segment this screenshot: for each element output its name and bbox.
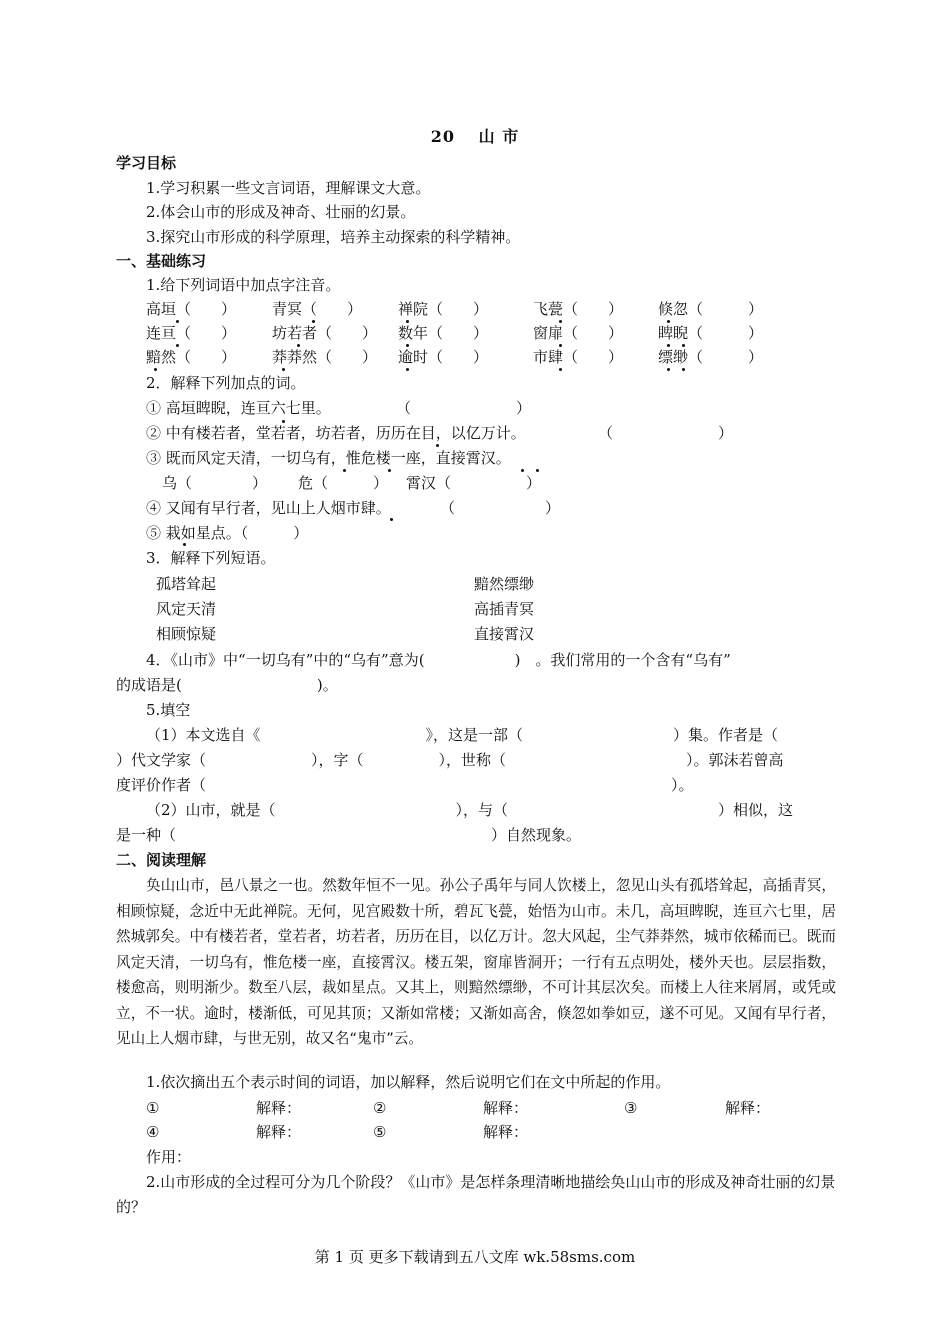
page-footer: 第 1 页 更多下载请到五八文库 wk.58sms.com xyxy=(314,1248,636,1266)
emphasis-dot xyxy=(176,344,179,347)
goals-heading: 学习目标 xyxy=(116,154,177,172)
explain-label: 解释： xyxy=(483,1099,529,1117)
q5-line: （2）山市，就是（ ），与（ ）相似，这 xyxy=(146,801,794,819)
emphasis-dot xyxy=(282,420,285,423)
answer-blank: （ ） xyxy=(598,424,734,442)
answer-mark: ① xyxy=(146,1099,160,1117)
goal-item: 2.体会山市的形成及神奇、壮丽的幻景。 xyxy=(146,203,416,221)
reading-passage: 奂山山市，邑八景之一也。然数年恒不一见。孙公子禹年与同人饮楼上，忽见山头有孤塔耸起，高插青冥，相顾惊疑，念近中无此禅院。无何，见宫殿数十所，碧瓦飞甍，始悟为山市。未几，高垣睥睨，连亘六七里，居然城郭矣。中有楼若者，堂若者，坊若者，历历在目，以亿万计。忽大风起，尘气莽莽然，城市依稀而已。既而风定天清，一切乌有，惟危楼一座，直接霄汉。楼五架，窗扉皆洞开；一行有五点明处，楼外天也。层层指数，楼愈高，则明渐少。数至八层，裁如星点。又其上，则黯然缥缈，不可计其层次矣。而楼上人往来屑屑，或凭或立，不一状。逾时，楼渐低，可见其顶；又渐如常楼；又渐如高舍，倏忽如拳如豆，遂不可见。又闻有早行者，见山上人烟市肆，与世无别，故又名“鬼市”云。 xyxy=(116,877,836,1047)
q4-line: 的成语是( )。 xyxy=(116,676,338,694)
q2-item: ① 高垣睥睨，连亘六七里。 xyxy=(146,399,331,417)
pinyin-cell: 飞甍（ ） xyxy=(533,300,624,318)
answer-mark: ④ xyxy=(146,1123,160,1141)
explain-label: 解释： xyxy=(483,1123,529,1141)
goal-item: 1.学习积累一些文言词语，理解课文大意。 xyxy=(146,179,431,197)
emphasis-dot xyxy=(176,320,179,323)
answer-blank: （ ） xyxy=(440,499,561,517)
explain-label: 解释： xyxy=(256,1099,302,1117)
emphasis-dot xyxy=(282,368,285,371)
answer-blank: 危（ ） xyxy=(298,474,389,492)
pinyin-cell: 逾时（ ） xyxy=(398,348,489,366)
emphasis-dot xyxy=(343,469,346,472)
q2-item: ③ 既而风定天清，一切乌有，惟危楼一座，直接霄汉。 xyxy=(146,449,511,467)
phrase-item: 高插青冥 xyxy=(474,600,535,618)
emphasis-dot xyxy=(559,344,562,347)
emphasis-dot xyxy=(667,368,670,371)
answer-blank: 霄汉（ ） xyxy=(406,474,542,492)
emphasis-dot xyxy=(521,469,524,472)
emphasis-dot xyxy=(559,368,562,371)
pinyin-cell: 睥睨（ ） xyxy=(658,324,764,342)
q3-prompt: 3．解释下列短语。 xyxy=(146,549,276,567)
q5-prompt: 5.填空 xyxy=(146,701,191,719)
reading-q2: 2.山市形成的全过程可分为几个阶段？《山市》是怎样条理清晰地描绘奂山山市的形成及神奇壮丽的幻景的？ xyxy=(116,1173,836,1216)
q1-prompt: 1.给下列词语中加点字注音。 xyxy=(146,276,341,294)
answer-mark: ③ xyxy=(624,1099,638,1117)
answer-mark: ② xyxy=(373,1099,387,1117)
pinyin-cell: 连亘（ ） xyxy=(146,324,237,342)
explain-label: 解释： xyxy=(725,1099,771,1117)
pinyin-cell: 缥缈（ ） xyxy=(658,348,764,366)
phrase-item: 孤塔耸起 xyxy=(156,575,217,593)
emphasis-dot xyxy=(406,344,409,347)
effect-label: 作用： xyxy=(146,1148,192,1166)
q2-item: ② 中有楼若者，堂若者，坊若者，历历在目，以亿万计。 xyxy=(146,424,526,442)
pinyin-cell: 莽莽然（ ） xyxy=(272,348,378,366)
phrase-item: 黯然缥缈 xyxy=(474,575,535,593)
emphasis-dot xyxy=(154,368,157,371)
reading-q1-prompt: 1.依次摘出五个表示时间的词语，加以解释，然后说明它们在文中所起的作用。 xyxy=(146,1073,671,1091)
emphasis-dot xyxy=(312,320,315,323)
answer-mark: ⑤ xyxy=(373,1123,387,1141)
emphasis-dot xyxy=(667,344,670,347)
q2-item: ④ 又闻有早行者，见山上人烟市肆。 xyxy=(146,499,391,517)
goal-item: 3.探究山市形成的科学原理，培养主动探索的科学精神。 xyxy=(146,228,521,246)
pinyin-cell: 倏忽（ ） xyxy=(658,300,764,318)
q2-prompt: 2．解释下列加点的词。 xyxy=(146,374,306,392)
pinyin-cell: 青冥（ ） xyxy=(272,300,363,318)
pinyin-cell: 禅院（ ） xyxy=(398,300,489,318)
explain-label: 解释： xyxy=(256,1123,302,1141)
emphasis-dot xyxy=(682,368,685,371)
page-title: 20 山 市 xyxy=(430,127,520,146)
phrase-item: 直接霄汉 xyxy=(474,625,535,643)
emphasis-dot xyxy=(667,320,670,323)
phrase-item: 风定天清 xyxy=(156,600,217,618)
emphasis-dot xyxy=(436,444,439,447)
section2-heading: 二、阅读理解 xyxy=(116,851,207,869)
q5-line: （1）本文选自《 》，这是一部（ ）集。作者是（ xyxy=(146,726,779,744)
answer-blank: 乌（ ） xyxy=(162,474,268,492)
pinyin-cell: 坊若者（ ） xyxy=(272,324,378,342)
q4-line: 4．《山市》中“一切乌有”中的“乌有”意为( ) 。我们常用的一个含有“乌有” xyxy=(146,651,731,669)
phrase-item: 相顾惊疑 xyxy=(156,625,217,643)
emphasis-dot xyxy=(297,344,300,347)
emphasis-dot xyxy=(559,320,562,323)
q2-item: ⑤ 栽如星点。（ ） xyxy=(146,524,309,542)
emphasis-dot xyxy=(183,543,186,546)
emphasis-dot xyxy=(536,469,539,472)
emphasis-dot xyxy=(390,518,393,521)
pinyin-cell: 数年（ ） xyxy=(398,324,489,342)
section1-heading: 一、基础练习 xyxy=(116,252,207,270)
emphasis-dot xyxy=(682,344,685,347)
emphasis-dot xyxy=(388,469,391,472)
q5-line: ）代文学家（ ），字（ ），世称（ ）。郭沫若曾高 xyxy=(116,751,784,769)
q5-line: 度评价作者（ ）。 xyxy=(116,776,694,794)
answer-blank: （ ） xyxy=(396,399,532,417)
emphasis-dot xyxy=(406,320,409,323)
pinyin-cell: 高垣（ ） xyxy=(146,300,237,318)
pinyin-cell: 黯然（ ） xyxy=(146,348,237,366)
pinyin-cell: 市肆（ ） xyxy=(533,348,624,366)
emphasis-dot xyxy=(406,368,409,371)
pinyin-cell: 窗扉（ ） xyxy=(533,324,624,342)
q5-line: 是一种（ ）自然现象。 xyxy=(116,826,582,844)
